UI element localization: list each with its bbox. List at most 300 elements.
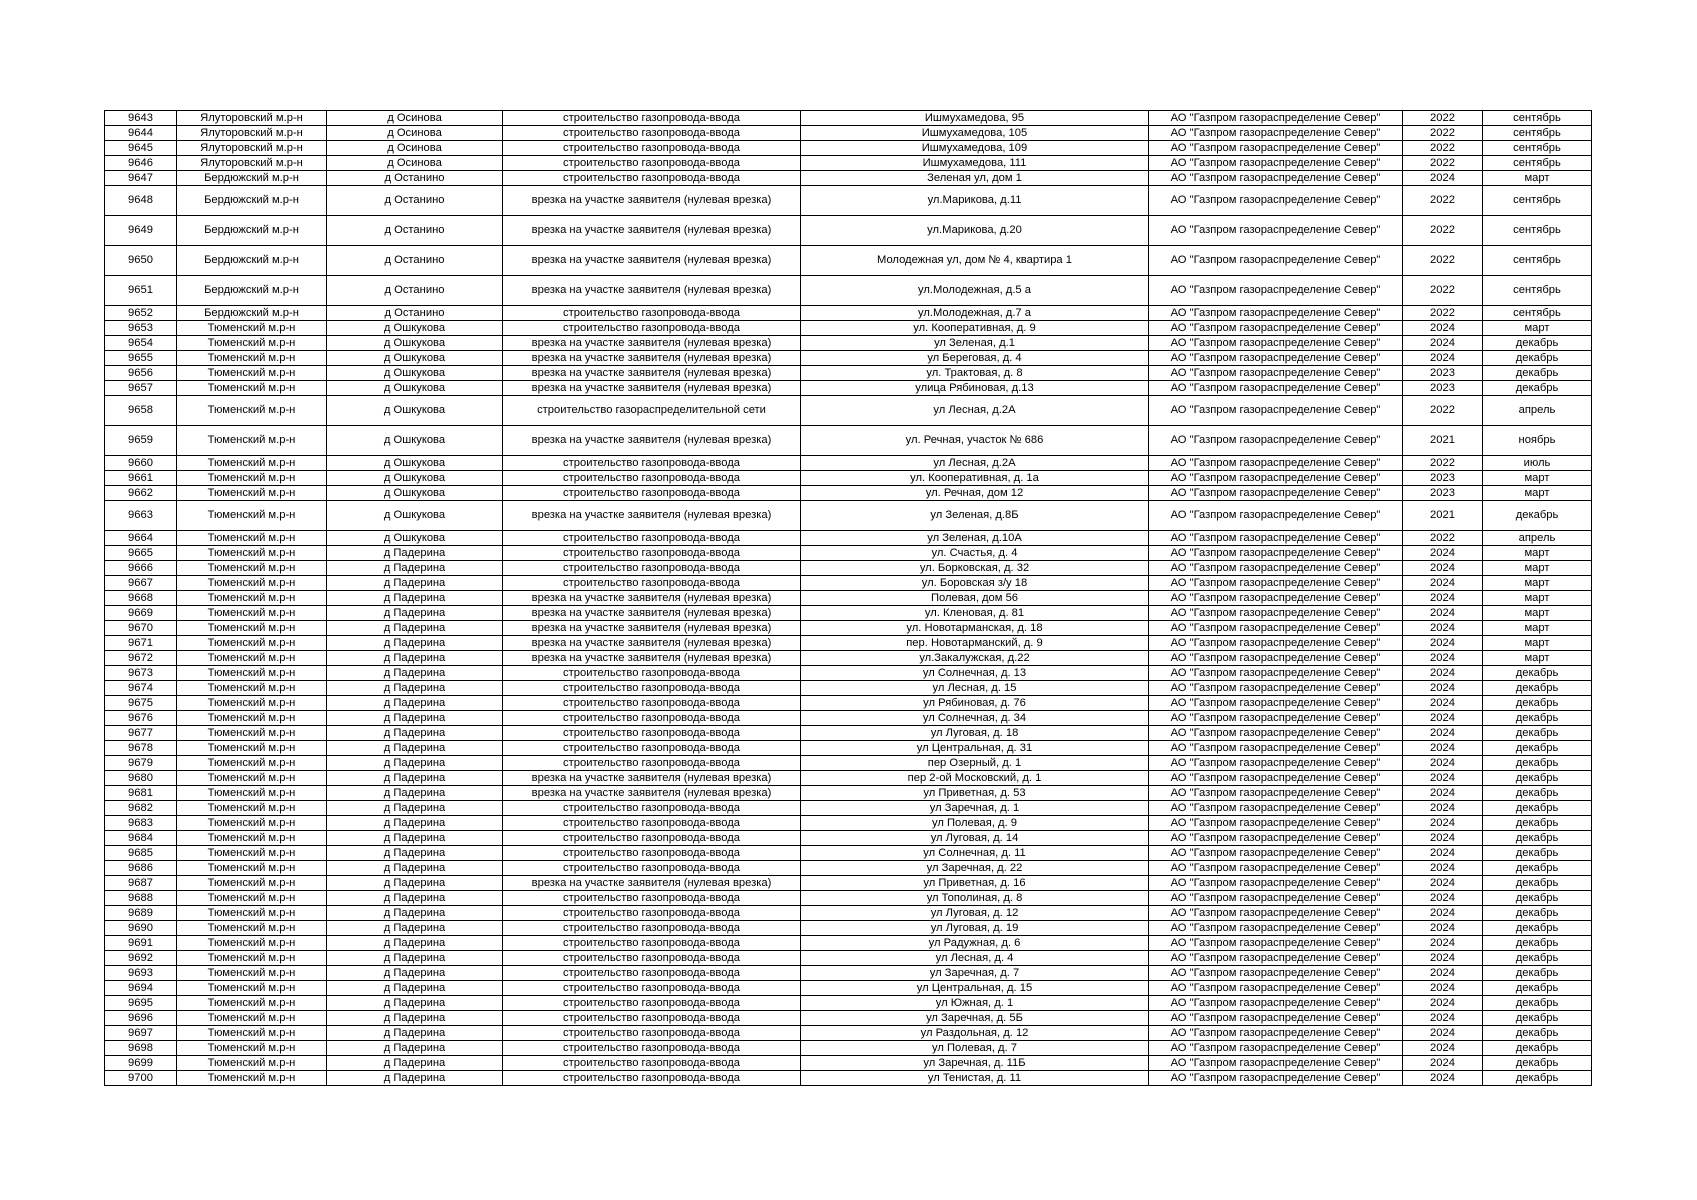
address-cell: ул Зеленая, д.10А xyxy=(801,531,1149,546)
row-number-cell: 9643 xyxy=(105,111,177,126)
row-number-cell: 9681 xyxy=(105,786,177,801)
month-cell: март xyxy=(1483,561,1592,576)
month-cell: декабрь xyxy=(1483,906,1592,921)
month-cell: декабрь xyxy=(1483,1026,1592,1041)
work-type-cell: строительство газопровода-ввода xyxy=(503,996,801,1011)
work-type-cell: строительство газопровода-ввода xyxy=(503,906,801,921)
year-cell: 2024 xyxy=(1403,636,1483,651)
month-cell: март xyxy=(1483,606,1592,621)
table-row xyxy=(105,1056,1592,1071)
row-number-cell: 9647 xyxy=(105,171,177,186)
organization-cell: АО "Газпром газораспределение Север" xyxy=(1149,1041,1403,1056)
organization-cell: АО "Газпром газораспределение Север" xyxy=(1149,1071,1403,1086)
address-cell: ул. Речная, дом 12 xyxy=(801,486,1149,501)
table-row xyxy=(105,606,1592,621)
organization-cell: АО "Газпром газораспределение Север" xyxy=(1149,321,1403,336)
village-cell: д Падерина xyxy=(327,1011,503,1026)
work-type-cell: строительство газопровода-ввода xyxy=(503,936,801,951)
work-type-cell: строительство газопровода-ввода xyxy=(503,1011,801,1026)
organization-cell: АО "Газпром газораспределение Север" xyxy=(1149,576,1403,591)
organization-cell: АО "Газпром газораспределение Север" xyxy=(1149,216,1403,246)
year-cell: 2024 xyxy=(1403,1071,1483,1086)
village-cell: д Осинова xyxy=(327,126,503,141)
month-cell: декабрь xyxy=(1483,936,1592,951)
year-cell: 2024 xyxy=(1403,906,1483,921)
month-cell: декабрь xyxy=(1483,681,1592,696)
village-cell: д Падерина xyxy=(327,846,503,861)
address-cell: ул. Борковская, д. 32 xyxy=(801,561,1149,576)
organization-cell: АО "Газпром газораспределение Север" xyxy=(1149,606,1403,621)
table-row xyxy=(105,621,1592,636)
year-cell: 2022 xyxy=(1403,111,1483,126)
month-cell: декабрь xyxy=(1483,816,1592,831)
year-cell: 2022 xyxy=(1403,396,1483,426)
district-cell: Тюменский м.р-н xyxy=(177,576,327,591)
address-cell: пер Озерный, д. 1 xyxy=(801,756,1149,771)
address-cell: ул.Молодежная, д.5 а xyxy=(801,276,1149,306)
district-cell: Тюменский м.р-н xyxy=(177,456,327,471)
row-number-cell: 9656 xyxy=(105,366,177,381)
organization-cell: АО "Газпром газораспределение Север" xyxy=(1149,636,1403,651)
village-cell: д Осинова xyxy=(327,156,503,171)
work-type-cell: строительство газопровода-ввода xyxy=(503,696,801,711)
year-cell: 2024 xyxy=(1403,336,1483,351)
address-cell: ул Солнечная, д. 13 xyxy=(801,666,1149,681)
village-cell: д Падерина xyxy=(327,786,503,801)
year-cell: 2024 xyxy=(1403,651,1483,666)
district-cell: Ялуторовский м.р-н xyxy=(177,111,327,126)
organization-cell: АО "Газпром газораспределение Север" xyxy=(1149,366,1403,381)
month-cell: сентябрь xyxy=(1483,306,1592,321)
work-type-cell: строительство газопровода-ввода xyxy=(503,471,801,486)
year-cell: 2024 xyxy=(1403,666,1483,681)
district-cell: Тюменский м.р-н xyxy=(177,591,327,606)
work-type-cell: врезка на участке заявителя (нулевая врезка) xyxy=(503,246,801,276)
work-type-cell: строительство газопровода-ввода xyxy=(503,486,801,501)
address-cell: ул Рябиновая, д. 76 xyxy=(801,696,1149,711)
address-cell: ул Полевая, д. 7 xyxy=(801,1041,1149,1056)
work-type-cell: строительство газопровода-ввода xyxy=(503,726,801,741)
work-type-cell: строительство газопровода-ввода xyxy=(503,1026,801,1041)
work-type-cell: врезка на участке заявителя (нулевая врезка) xyxy=(503,186,801,216)
month-cell: декабрь xyxy=(1483,336,1592,351)
organization-cell: АО "Газпром газораспределение Север" xyxy=(1149,801,1403,816)
table-row xyxy=(105,246,1592,276)
district-cell: Тюменский м.р-н xyxy=(177,831,327,846)
district-cell: Тюменский м.р-н xyxy=(177,771,327,786)
work-type-cell: строительство газопровода-ввода xyxy=(503,756,801,771)
year-cell: 2024 xyxy=(1403,561,1483,576)
row-number-cell: 9645 xyxy=(105,141,177,156)
organization-cell: АО "Газпром газораспределение Север" xyxy=(1149,846,1403,861)
organization-cell: АО "Газпром газораспределение Север" xyxy=(1149,336,1403,351)
month-cell: декабрь xyxy=(1483,981,1592,996)
work-type-cell: строительство газопровода-ввода xyxy=(503,141,801,156)
month-cell: декабрь xyxy=(1483,801,1592,816)
year-cell: 2024 xyxy=(1403,756,1483,771)
address-cell: ул Зеленая, д.8Б xyxy=(801,501,1149,531)
village-cell: д Падерина xyxy=(327,711,503,726)
address-cell: ул. Боровская з/у 18 xyxy=(801,576,1149,591)
village-cell: д Падерина xyxy=(327,876,503,891)
organization-cell: АО "Газпром газораспределение Север" xyxy=(1149,531,1403,546)
address-cell: ул Луговая, д. 12 xyxy=(801,906,1149,921)
row-number-cell: 9684 xyxy=(105,831,177,846)
year-cell: 2024 xyxy=(1403,771,1483,786)
address-cell: ул Луговая, д. 18 xyxy=(801,726,1149,741)
row-number-cell: 9679 xyxy=(105,756,177,771)
work-type-cell: врезка на участке заявителя (нулевая врезка) xyxy=(503,636,801,651)
village-cell: д Падерина xyxy=(327,1056,503,1071)
address-cell: ул.Молодежная, д.7 а xyxy=(801,306,1149,321)
work-type-cell: строительство газопровода-ввода xyxy=(503,546,801,561)
year-cell: 2022 xyxy=(1403,141,1483,156)
address-cell: ул Заречная, д. 5Б xyxy=(801,1011,1149,1026)
work-type-cell: строительство газопровода-ввода xyxy=(503,711,801,726)
work-type-cell: строительство газопровода-ввода xyxy=(503,111,801,126)
village-cell: д Падерина xyxy=(327,981,503,996)
organization-cell: АО "Газпром газораспределение Север" xyxy=(1149,621,1403,636)
table-row xyxy=(105,396,1592,426)
gas-connection-table xyxy=(104,110,1592,1086)
table-row xyxy=(105,501,1592,531)
address-cell: ул Радужная, д. 6 xyxy=(801,936,1149,951)
row-number-cell: 9693 xyxy=(105,966,177,981)
village-cell: д Ошкукова xyxy=(327,321,503,336)
row-number-cell: 9682 xyxy=(105,801,177,816)
table-row xyxy=(105,546,1592,561)
table-row xyxy=(105,531,1592,546)
year-cell: 2024 xyxy=(1403,891,1483,906)
table-row xyxy=(105,861,1592,876)
village-cell: д Ошкукова xyxy=(327,456,503,471)
district-cell: Ялуторовский м.р-н xyxy=(177,126,327,141)
village-cell: д Падерина xyxy=(327,576,503,591)
address-cell: ул Зеленая, д.1 xyxy=(801,336,1149,351)
district-cell: Тюменский м.р-н xyxy=(177,756,327,771)
row-number-cell: 9653 xyxy=(105,321,177,336)
district-cell: Тюменский м.р-н xyxy=(177,846,327,861)
month-cell: декабрь xyxy=(1483,1011,1592,1026)
work-type-cell: строительство газопровода-ввода xyxy=(503,531,801,546)
village-cell: д Падерина xyxy=(327,561,503,576)
month-cell: декабрь xyxy=(1483,921,1592,936)
organization-cell: АО "Газпром газораспределение Север" xyxy=(1149,741,1403,756)
row-number-cell: 9696 xyxy=(105,1011,177,1026)
month-cell: декабрь xyxy=(1483,831,1592,846)
address-cell: ул Южная, д. 1 xyxy=(801,996,1149,1011)
organization-cell: АО "Газпром газораспределение Север" xyxy=(1149,561,1403,576)
year-cell: 2024 xyxy=(1403,621,1483,636)
organization-cell: АО "Газпром газораспределение Север" xyxy=(1149,186,1403,216)
village-cell: д Останино xyxy=(327,276,503,306)
district-cell: Тюменский м.р-н xyxy=(177,876,327,891)
district-cell: Бердюжский м.р-н xyxy=(177,171,327,186)
month-cell: декабрь xyxy=(1483,756,1592,771)
table-row xyxy=(105,171,1592,186)
row-number-cell: 9662 xyxy=(105,486,177,501)
table-row xyxy=(105,456,1592,471)
table-row xyxy=(105,876,1592,891)
village-cell: д Падерина xyxy=(327,621,503,636)
work-type-cell: врезка на участке заявителя (нулевая врезка) xyxy=(503,351,801,366)
document-page xyxy=(104,110,1591,1086)
village-cell: д Ошкукова xyxy=(327,501,503,531)
district-cell: Ялуторовский м.р-н xyxy=(177,141,327,156)
row-number-cell: 9661 xyxy=(105,471,177,486)
month-cell: декабрь xyxy=(1483,351,1592,366)
table-row xyxy=(105,186,1592,216)
row-number-cell: 9698 xyxy=(105,1041,177,1056)
organization-cell: АО "Газпром газораспределение Север" xyxy=(1149,426,1403,456)
month-cell: декабрь xyxy=(1483,786,1592,801)
village-cell: д Падерина xyxy=(327,861,503,876)
work-type-cell: врезка на участке заявителя (нулевая врезка) xyxy=(503,786,801,801)
village-cell: д Падерина xyxy=(327,966,503,981)
year-cell: 2022 xyxy=(1403,456,1483,471)
village-cell: д Падерина xyxy=(327,696,503,711)
work-type-cell: строительство газопровода-ввода xyxy=(503,741,801,756)
table-row xyxy=(105,831,1592,846)
address-cell: Ишмухамедова, 109 xyxy=(801,141,1149,156)
work-type-cell: врезка на участке заявителя (нулевая врезка) xyxy=(503,336,801,351)
work-type-cell: врезка на участке заявителя (нулевая врезка) xyxy=(503,621,801,636)
year-cell: 2024 xyxy=(1403,921,1483,936)
organization-cell: АО "Газпром газораспределение Север" xyxy=(1149,306,1403,321)
address-cell: ул. Кооперативная, д. 1а xyxy=(801,471,1149,486)
address-cell: ул Солнечная, д. 34 xyxy=(801,711,1149,726)
year-cell: 2023 xyxy=(1403,471,1483,486)
organization-cell: АО "Газпром газораспределение Север" xyxy=(1149,786,1403,801)
organization-cell: АО "Газпром газораспределение Север" xyxy=(1149,351,1403,366)
district-cell: Тюменский м.р-н xyxy=(177,1011,327,1026)
row-number-cell: 9674 xyxy=(105,681,177,696)
table-row xyxy=(105,651,1592,666)
work-type-cell: строительство газопровода-ввода xyxy=(503,1056,801,1071)
address-cell: ул Береговая, д. 4 xyxy=(801,351,1149,366)
address-cell: ул Заречная, д. 1 xyxy=(801,801,1149,816)
month-cell: июль xyxy=(1483,456,1592,471)
work-type-cell: строительство газопровода-ввода xyxy=(503,1041,801,1056)
month-cell: сентябрь xyxy=(1483,276,1592,306)
row-number-cell: 9651 xyxy=(105,276,177,306)
district-cell: Тюменский м.р-н xyxy=(177,501,327,531)
table-row xyxy=(105,216,1592,246)
work-type-cell: строительство газопровода-ввода xyxy=(503,816,801,831)
row-number-cell: 9658 xyxy=(105,396,177,426)
district-cell: Тюменский м.р-н xyxy=(177,396,327,426)
village-cell: д Падерина xyxy=(327,636,503,651)
work-type-cell: строительство газопровода-ввода xyxy=(503,576,801,591)
district-cell: Тюменский м.р-н xyxy=(177,426,327,456)
month-cell: март xyxy=(1483,171,1592,186)
month-cell: декабрь xyxy=(1483,501,1592,531)
address-cell: ул Солнечная, д. 11 xyxy=(801,846,1149,861)
month-cell: декабрь xyxy=(1483,726,1592,741)
organization-cell: АО "Газпром газораспределение Север" xyxy=(1149,696,1403,711)
village-cell: д Падерина xyxy=(327,681,503,696)
table-row xyxy=(105,681,1592,696)
table-row xyxy=(105,666,1592,681)
year-cell: 2022 xyxy=(1403,276,1483,306)
year-cell: 2023 xyxy=(1403,381,1483,396)
village-cell: д Падерина xyxy=(327,1071,503,1086)
table-row xyxy=(105,1026,1592,1041)
address-cell: ул Заречная, д. 7 xyxy=(801,966,1149,981)
organization-cell: АО "Газпром газораспределение Север" xyxy=(1149,396,1403,426)
district-cell: Тюменский м.р-н xyxy=(177,741,327,756)
table-row xyxy=(105,921,1592,936)
row-number-cell: 9668 xyxy=(105,591,177,606)
year-cell: 2023 xyxy=(1403,366,1483,381)
month-cell: март xyxy=(1483,591,1592,606)
village-cell: д Падерина xyxy=(327,591,503,606)
year-cell: 2024 xyxy=(1403,996,1483,1011)
organization-cell: АО "Газпром газораспределение Север" xyxy=(1149,876,1403,891)
address-cell: Зеленая ул, дом 1 xyxy=(801,171,1149,186)
row-number-cell: 9686 xyxy=(105,861,177,876)
table-row xyxy=(105,711,1592,726)
row-number-cell: 9695 xyxy=(105,996,177,1011)
address-cell: ул Заречная, д. 22 xyxy=(801,861,1149,876)
address-cell: ул. Кленовая, д. 81 xyxy=(801,606,1149,621)
row-number-cell: 9657 xyxy=(105,381,177,396)
address-cell: ул. Речная, участок № 686 xyxy=(801,426,1149,456)
organization-cell: АО "Газпром газораспределение Север" xyxy=(1149,141,1403,156)
work-type-cell: строительство газопровода-ввода xyxy=(503,561,801,576)
year-cell: 2024 xyxy=(1403,711,1483,726)
year-cell: 2024 xyxy=(1403,801,1483,816)
organization-cell: АО "Газпром газораспределение Север" xyxy=(1149,966,1403,981)
organization-cell: АО "Газпром газораспределение Север" xyxy=(1149,666,1403,681)
district-cell: Бердюжский м.р-н xyxy=(177,306,327,321)
year-cell: 2024 xyxy=(1403,1011,1483,1026)
row-number-cell: 9649 xyxy=(105,216,177,246)
district-cell: Тюменский м.р-н xyxy=(177,546,327,561)
district-cell: Тюменский м.р-н xyxy=(177,861,327,876)
district-cell: Тюменский м.р-н xyxy=(177,666,327,681)
table-row xyxy=(105,126,1592,141)
table-row xyxy=(105,561,1592,576)
organization-cell: АО "Газпром газораспределение Север" xyxy=(1149,381,1403,396)
address-cell: ул. Кооперативная, д. 9 xyxy=(801,321,1149,336)
organization-cell: АО "Газпром газораспределение Север" xyxy=(1149,936,1403,951)
table-row xyxy=(105,1041,1592,1056)
organization-cell: АО "Газпром газораспределение Север" xyxy=(1149,111,1403,126)
table-row xyxy=(105,981,1592,996)
organization-cell: АО "Газпром газораспределение Север" xyxy=(1149,681,1403,696)
address-cell: ул.Марикова, д.11 xyxy=(801,186,1149,216)
district-cell: Тюменский м.р-н xyxy=(177,621,327,636)
year-cell: 2022 xyxy=(1403,306,1483,321)
organization-cell: АО "Газпром газораспределение Север" xyxy=(1149,861,1403,876)
year-cell: 2022 xyxy=(1403,216,1483,246)
row-number-cell: 9660 xyxy=(105,456,177,471)
work-type-cell: строительство газопровода-ввода xyxy=(503,126,801,141)
table-row xyxy=(105,636,1592,651)
table-row xyxy=(105,351,1592,366)
organization-cell: АО "Газпром газораспределение Север" xyxy=(1149,981,1403,996)
table-row xyxy=(105,336,1592,351)
address-cell: ул Тенистая, д. 11 xyxy=(801,1071,1149,1086)
organization-cell: АО "Газпром газораспределение Север" xyxy=(1149,651,1403,666)
organization-cell: АО "Газпром газораспределение Север" xyxy=(1149,921,1403,936)
table-row xyxy=(105,891,1592,906)
row-number-cell: 9673 xyxy=(105,666,177,681)
year-cell: 2024 xyxy=(1403,816,1483,831)
row-number-cell: 9680 xyxy=(105,771,177,786)
table-row xyxy=(105,111,1592,126)
village-cell: д Падерина xyxy=(327,831,503,846)
year-cell: 2024 xyxy=(1403,741,1483,756)
organization-cell: АО "Газпром газораспределение Север" xyxy=(1149,831,1403,846)
work-type-cell: врезка на участке заявителя (нулевая врезка) xyxy=(503,276,801,306)
row-number-cell: 9677 xyxy=(105,726,177,741)
work-type-cell: врезка на участке заявителя (нулевая врезка) xyxy=(503,216,801,246)
district-cell: Ялуторовский м.р-н xyxy=(177,156,327,171)
year-cell: 2024 xyxy=(1403,846,1483,861)
village-cell: д Падерина xyxy=(327,666,503,681)
month-cell: сентябрь xyxy=(1483,111,1592,126)
organization-cell: АО "Газпром газораспределение Север" xyxy=(1149,486,1403,501)
district-cell: Тюменский м.р-н xyxy=(177,786,327,801)
district-cell: Бердюжский м.р-н xyxy=(177,246,327,276)
district-cell: Тюменский м.р-н xyxy=(177,1071,327,1086)
district-cell: Тюменский м.р-н xyxy=(177,936,327,951)
organization-cell: АО "Газпром газораспределение Север" xyxy=(1149,126,1403,141)
row-number-cell: 9666 xyxy=(105,561,177,576)
work-type-cell: строительство газопровода-ввода xyxy=(503,321,801,336)
address-cell: Ишмухамедова, 105 xyxy=(801,126,1149,141)
village-cell: д Ошкукова xyxy=(327,351,503,366)
row-number-cell: 9664 xyxy=(105,531,177,546)
row-number-cell: 9665 xyxy=(105,546,177,561)
village-cell: д Останино xyxy=(327,216,503,246)
table-row xyxy=(105,306,1592,321)
row-number-cell: 9655 xyxy=(105,351,177,366)
village-cell: д Падерина xyxy=(327,756,503,771)
table-row xyxy=(105,471,1592,486)
table-row xyxy=(105,801,1592,816)
year-cell: 2022 xyxy=(1403,186,1483,216)
table-row xyxy=(105,846,1592,861)
year-cell: 2024 xyxy=(1403,576,1483,591)
year-cell: 2024 xyxy=(1403,1026,1483,1041)
organization-cell: АО "Газпром газораспределение Север" xyxy=(1149,951,1403,966)
organization-cell: АО "Газпром газораспределение Север" xyxy=(1149,276,1403,306)
village-cell: д Падерина xyxy=(327,741,503,756)
district-cell: Тюменский м.р-н xyxy=(177,1041,327,1056)
month-cell: сентябрь xyxy=(1483,141,1592,156)
work-type-cell: врезка на участке заявителя (нулевая врезка) xyxy=(503,606,801,621)
month-cell: март xyxy=(1483,471,1592,486)
year-cell: 2022 xyxy=(1403,156,1483,171)
organization-cell: АО "Газпром газораспределение Север" xyxy=(1149,891,1403,906)
table-row xyxy=(105,756,1592,771)
month-cell: март xyxy=(1483,546,1592,561)
address-cell: ул Лесная, д.2А xyxy=(801,456,1149,471)
month-cell: сентябрь xyxy=(1483,246,1592,276)
work-type-cell: строительство газопровода-ввода xyxy=(503,1071,801,1086)
address-cell: ул.Марикова, д.20 xyxy=(801,216,1149,246)
year-cell: 2024 xyxy=(1403,351,1483,366)
year-cell: 2024 xyxy=(1403,831,1483,846)
district-cell: Тюменский м.р-н xyxy=(177,336,327,351)
village-cell: д Падерина xyxy=(327,936,503,951)
month-cell: декабрь xyxy=(1483,846,1592,861)
address-cell: ул Полевая, д. 9 xyxy=(801,816,1149,831)
row-number-cell: 9648 xyxy=(105,186,177,216)
